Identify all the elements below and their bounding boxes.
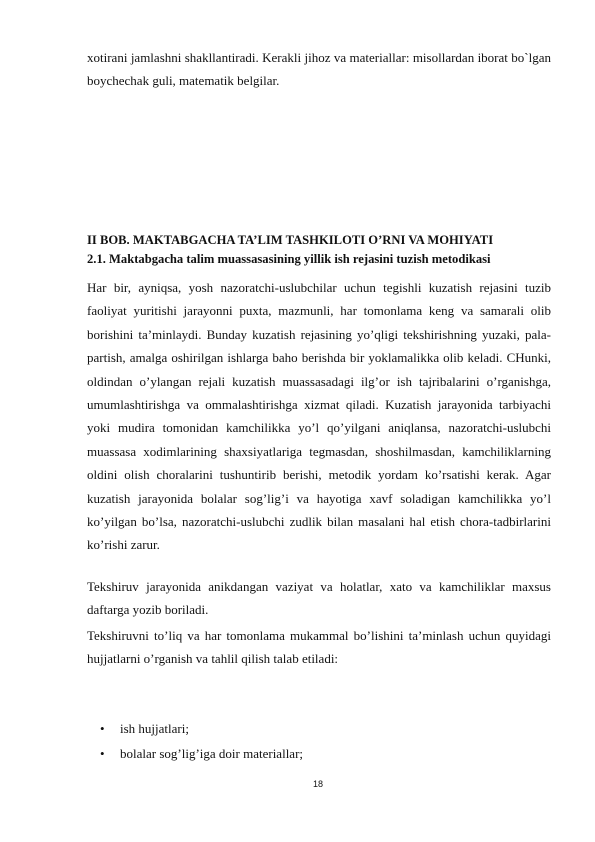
section-heading: 2.1. Maktabgacha talim muassasasining yillik ish rejasini tuzish metodikasi: [87, 252, 491, 266]
intro-block: [87, 46, 551, 93]
body-paragraph: Har bir, ayniqsa, yosh nazoratchi-uslubchilar uchun tegishli kuzatish rejasini tuzib faoliyat yuritishi jarayonni puxta, mazmunli, har tomonlama keng va samarali olib borishini ta’minlaydi. Bunday kuzatish rejasining yo’qligi tekshirishning yuzaki, pala-partish, amalga oshirilgan ishlarga baho berishda bir yoklamalikka olib keladi. CHunki, oldindan o’ylangan rejali kuzatish muassasadagi ilg’or ish tajribalarini o’rganishga, umumlashtirishga va ommalashtirishga xizmat qiladi. Kuzatish jarayonida tarbiyachi yoki mudira tomonidan kamchilikka yo’l qo’yilgani aniqlansa, nazoratchi-uslubchi muassasa xodimlarining shaxsiyatlariga tegmasdan, shoshilmasdan, kamchiliklarning oldini olish choralarini tushuntirib berishi, metodik yordam ko’rsatishi kerak. Agar kuzatish jarayonida bolalar sog’lig’i va hayotiga xavf soladigan kamchilikka yo’l ko’yilgan bo’lsa, nazoratchi-uslubchi zudlik bilan masalani hal etish chora-tadbirlarini ko’rishi zarur.: [87, 280, 551, 553]
section-heading-block: [87, 250, 551, 268]
intro-paragraph: xotirani jamlashni shakllantiradi. Kerakli jihoz va materiallar: misollardan iborat bo`lgan boychechak guli, matematik belgilar.: [87, 50, 551, 89]
page-number: 18: [312, 779, 323, 789]
bullet-icon: •: [100, 721, 105, 736]
list-item-text: bolalar sog’lig’iga doir materiallar;: [120, 746, 304, 761]
chapter-heading: II BOB. MAKTABGACHA TA’LIM TASHKILOTI O’RNI VA MOHIYATI: [87, 233, 494, 247]
body-paragraph: Tekshiruvni to’liq va har tomonlama mukammal bo’lishini ta’minlash uchun quyidagi hujjatlarni o’rganish va tahlil qilish talab etiladi:: [87, 628, 551, 667]
chapter-heading-block: [87, 231, 551, 249]
main-paragraph-block: [87, 276, 551, 557]
body-paragraph: Tekshiruv jarayonida anikdangan vaziyat va holatlar, xato va kamchiliklar maxsus daftarga yozib boriladi.: [87, 579, 551, 618]
second-paragraph-block: [87, 575, 551, 622]
third-paragraph-block: [87, 624, 551, 671]
list-item-text: ish hujjatlari;: [120, 721, 189, 736]
bullet-icon: •: [100, 746, 105, 761]
